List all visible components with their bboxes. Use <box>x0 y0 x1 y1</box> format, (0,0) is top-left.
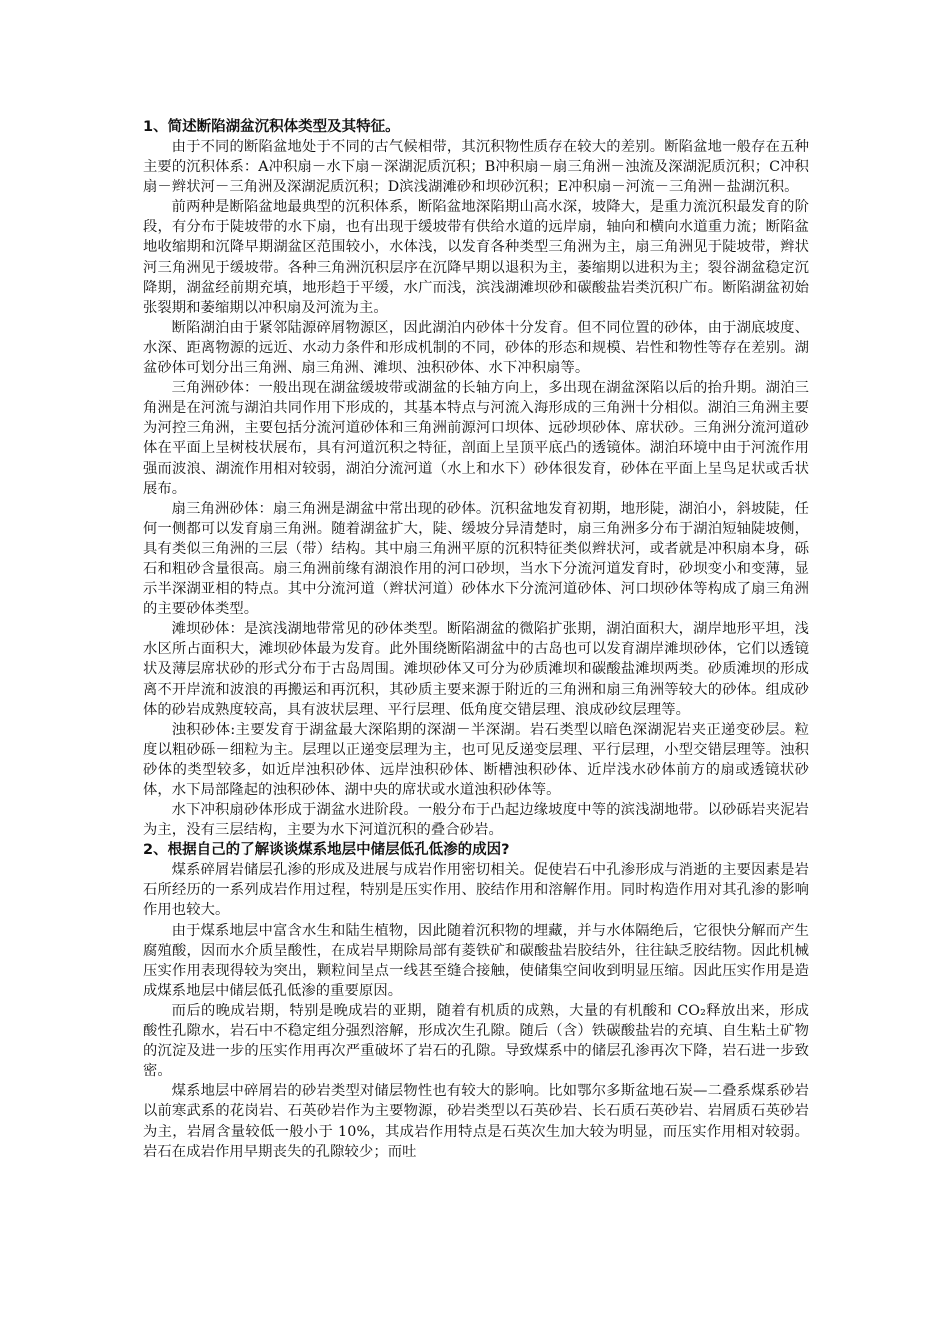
paragraph: 断陷湖泊由于紧邻陆源碎屑物源区，因此湖泊内砂体十分发育。但不同位置的砂体，由于湖底坡度、水深、距离物源的远近、水动力条件和形成机制的不同，砂体的形态和规模、岩性和物性等存在差别。湖盆砂体可划分出三角洲、扇三角洲、滩坝、浊积砂体、水下冲积扇等。 <box>143 319 809 377</box>
section-1 <box>143 117 809 840</box>
paragraph: 煤系碎屑岩储层孔渗的形成及进展与成岩作用密切相关。促使岩石中孔渗形成与消逝的主要因素是岩石所经历的一系列成岩作用过程，特别是压实作用、胶结作用和溶解作用。同时构造作用对其孔渗的影响作用也较大。 <box>143 862 809 919</box>
document-page <box>143 117 809 1162</box>
paragraph: 浊积砂体:主要发育于湖盆最大深陷期的深湖－半深湖。岩石类型以暗色深湖泥岩夹正递变砂层。粒度以粗砂砾－细粒为主。层理以正递变层理为主，也可见反递变层理、平行层理，小型交错层理等。浊积砂体的类型较多，如近岸浊积砂体、远岸浊积砂体、断槽浊积砂体、近岸浅水砂体前方的扇或透镜状砂体，水下局部隆起的浊积砂体、湖中央的席状或水道浊积砂体等。 <box>143 721 809 798</box>
section-heading: 1、简述断陷湖盆沉积体类型及其特征。 <box>143 119 400 135</box>
paragraph: 由于煤系地层中富含水生和陆生植物，因此随着沉积物的埋藏，并与水体隔绝后，它很快分解而产生腐殖酸，因而水介质呈酸性，在成岩早期除局部有菱铁矿和碳酸盐岩胶结外，往往缺乏胶结物。因此机械压实作用表现得较为突出，颗粒间呈点一线甚至缝合接触，使储集空间收到明显压缩。因此压实作用是造成煤系地层中储层低孔低渗的重要原因。 <box>143 922 809 999</box>
paragraph: 扇三角洲砂体：扇三角洲是湖盆中常出现的砂体。沉积盆地发育初期，地形陡，湖泊小，斜坡陡，任何一侧都可以发育扇三角洲。随着湖盆扩大，陡、缓坡分异清楚时，扇三角洲多分布于湖泊短轴陡坡侧，具有类似三角洲的三层（带）结构。其中扇三角洲平原的沉积特征类似辫状河，或者就是冲积扇本身，砾石和粗砂含量很高。扇三角洲前缘有湖浪作用的河口砂坝，当水下分流河道发育时，砂坝变小和变薄，显示半深湖亚相的特点。其中分流河道（辫状河道）砂体水下分流河道砂体、河口坝砂体等构成了扇三角洲的主要砂体类型。 <box>143 500 809 618</box>
paragraph: 而后的晚成岩期，特别是晚成岩的亚期，随着有机质的成熟，大量的有机酸和 CO₂释放出来，形成酸性孔隙水，岩石中不稳定组分强烈溶解，形成次生孔隙。随后（含）铁碳酸盐岩的充填、自生粘土矿物的沉淀及进一步的压实作用再次严重破坏了岩石的孔隙。导致煤系中的储层孔渗再次下降，岩石进一步致密。 <box>143 1002 809 1080</box>
paragraph: 滩坝砂体：是滨浅湖地带常见的砂体类型。断陷湖盆的微陷扩张期，湖泊面积大，湖岸地形平坦，浅水区所占面积大，滩坝砂体最为发育。此外围绕断陷湖盆中的古岛也可以发育湖岸滩坝砂体，它们以透镜状及薄层席状砂的形式分布于古岛周围。滩坝砂体又可分为砂质滩坝和碳酸盐滩坝两类。砂质滩坝的形成离不开岸流和波浪的再搬运和再沉积，其砂质主要来源于附近的三角洲和扇三角洲等较大的砂体。组成砂体的砂岩成熟度较高，具有波状层理、平行层理、低角度交错层理、浪成砂纹层理等。 <box>143 621 809 718</box>
section-heading: 2、根据自己的了解谈谈煤系地层中储层低孔低渗的成因? <box>143 842 510 859</box>
paragraph: 煤系地层中碎屑岩的砂岩类型对储层物性也有较大的影响。比如鄂尔多斯盆地石炭—二叠系煤系砂岩以前寒武系的花岗岩、石英砂岩作为主要物源，砂岩类型以石英砂岩、长石质石英砂岩、岩屑质石英砂岩为主，岩屑含量较低一般小于 10%，其成岩作用特点是石英次生加大较为明显，而压实作用相对较弱。岩石在成岩作用早期丧失的孔隙较少；而吐 <box>143 1083 809 1160</box>
section-2 <box>143 840 809 1161</box>
paragraph: 水下冲积扇砂体形成于湖盆水进阶段。一般分布于凸起边缘坡度中等的滨浅湖地带。以砂砾岩夹泥岩为主，没有三层结构，主要为水下河道沉积的叠合砂岩。 <box>143 802 809 839</box>
paragraph: 三角洲砂体：一般出现在湖盆缓坡带或湖盆的长轴方向上，多出现在湖盆深陷以后的抬升期。湖泊三角洲是在河流与湖泊共同作用下形成的，其基本特点与河流入海形成的三角洲十分相似。湖泊三角洲主要为河控三角洲，主要包括分流河道砂体和三角洲前源河口坝体、远砂坝砂体、席状砂。三角洲分流河道砂体在平面上呈树枝状展布，具有河道沉积之特征，剖面上呈顶平底凸的透镜体。湖泊环境中由于河流作用强而波浪、湖流作用相对较弱，湖泊分流河道（水上和水下）砂体很发育，砂体在平面上呈鸟足状或舌状展布。 <box>143 380 809 497</box>
paragraph: 由于不同的断陷盆地处于不同的古气候相带，其沉积物性质存在较大的差别。断陷盆地一般存在五种主要的沉积体系：A冲积扇－水下扇－深湖泥质沉积；B冲积扇－扇三角洲－浊流及深湖泥质沉积；C冲积扇－辫状河－三角洲及深湖泥质沉积；D滨浅湖滩砂和坝砂沉积；E冲积扇－河流－三角洲－盐湖沉积。 <box>143 139 809 196</box>
paragraph: 前两种是断陷盆地最典型的沉积体系，断陷盆地深陷期山高水深，坡降大，是重力流沉积最发育的阶段，有分布于陡坡带的水下扇，也有出现于缓坡带有供给水道的远岸扇，轴向和横向水道重力流；断陷盆地收缩期和沉降早期湖盆区范围较小，水体浅，以发育各种类型三角洲为主，扇三角洲见于陡坡带，辫状河三角洲见于缓坡带。各种三角洲沉积层序在沉降早期以退积为主，萎缩期以进积为主；裂谷湖盆稳定沉降期，湖盆经前期充填，地形趋于平缓，水广而浅，滨浅湖滩坝砂和碳酸盐岩类沉积广布。断陷湖盆初始张裂期和萎缩期以冲积扇及河流为主。 <box>143 199 809 316</box>
